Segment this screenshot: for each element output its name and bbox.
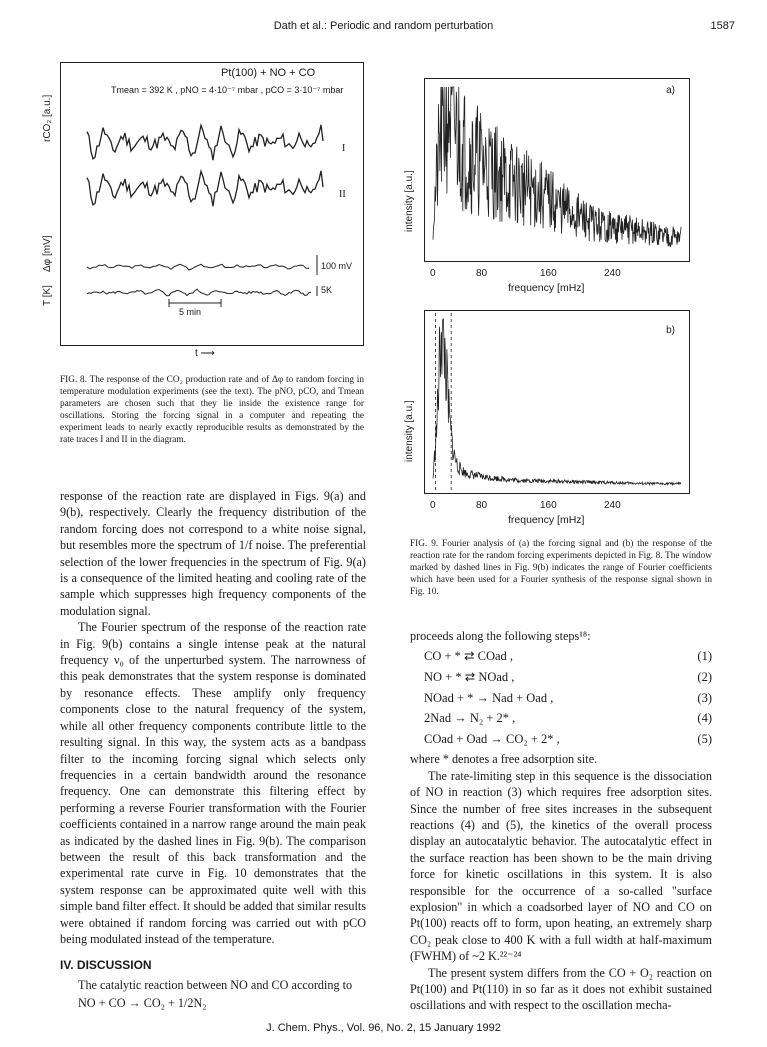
trace-label-I: I	[342, 143, 346, 154]
fig9a-xtick-1: 80	[476, 268, 488, 279]
fig9a-xtick-3: 240	[604, 268, 621, 279]
right-paragraph-2: The present system differs from the CO + O₂ reaction on Pt(100) and Pt(110) in so far as it does not exhibit sustained oscillations and with respect to the oscillation mecha-	[410, 965, 712, 1013]
fig9b-xtick-3: 240	[604, 500, 621, 511]
equation-5: COad + Oad → CO₂ + 2* , (5)	[424, 731, 712, 746]
fig9b-xlabel: frequency [mHz]	[508, 514, 585, 526]
fig9a-xtick-2: 160	[540, 268, 557, 279]
overall-reaction: NO + CO → CO₂ + 1/2N₂	[78, 996, 207, 1011]
figure-8	[60, 62, 364, 346]
fig9a-panel-label: a)	[666, 85, 675, 96]
fig9a-ylabel: intensity [a.u.]	[404, 170, 415, 232]
fig9-caption: FIG. 9. Fourier analysis of (a) the forcing signal and (b) the response of the reaction rate for the random forcing experiments depicted in Fig. 8. The window marked by dashed lines in Fig. 9(b) indicates the range of Fourier coefficients which have been used for a Fourier synthesis of the response signal shown in Fig. 10.	[410, 539, 712, 597]
fig9a-xlabel: frequency [mHz]	[508, 282, 585, 294]
scale-label-mV: 100 mV	[321, 261, 353, 271]
fig9b-xtick-0: 0	[430, 500, 436, 511]
trace-rate-I	[87, 125, 323, 160]
left-paragraph-3: The catalytic reaction between NO and CO according to	[78, 977, 353, 992]
section-heading: IV. DISCUSSION	[60, 958, 152, 973]
fig8-params: Tmean = 392 K , pNO = 4·10⁻⁷ mbar , pCO = 3·10⁻⁷ mbar	[111, 85, 344, 95]
fig9b-xtick-1: 80	[476, 500, 488, 511]
fig9a-frame	[424, 78, 690, 262]
page-header	[0, 20, 767, 36]
fig8-ylabel-T: T [K]	[42, 285, 53, 306]
trace-work-function	[87, 264, 309, 270]
equation-2: NO + * ⇄ NOad , (2)	[424, 670, 712, 684]
fig9b-plot	[425, 311, 689, 493]
scale-label-K: 5K	[321, 285, 333, 295]
trace-label-II: II	[339, 189, 346, 200]
fig8-ylabel-rate: rCO₂ [a.u.]	[42, 94, 53, 142]
fig9b-spectrum	[433, 319, 681, 485]
fig9b-xtick-2: 160	[540, 500, 557, 511]
left-paragraph-2: The Fourier spectrum of the response of the reaction rate in Fig. 9(b) contains a single intense peak at the natural frequency ν₀ of the unperturbed system. The narrowness of this peak demonstrates that the system response is dominated by resonance effects. These amplify only frequency components close to the natural frequency of the system, while all other frequency components contribute little to the resulting signal. In this way, the system acts as a bandpass filter to the incoming forcing signal which selects only frequencies in a certain bandwidth around the resonance frequency. One can demonstrate this filtering effect by performing a reverse Fourier transformation with the Fourier coefficients contained in a narrow range around the main peak as indicated by the dashed lines in Fig. 9(b). The comparison between the result of this back transformation and the experimental rate curve in Fig. 10 demonstrates that the system response can be approximated quite well with this simple band filter effect. It should be added that similar results were obtained if random forcing was carried out with pCO being modulated instead of the temperature.	[60, 620, 366, 946]
trace-rate-II	[87, 171, 323, 206]
equation-3: NOad + * → Nad + Oad , (3)	[424, 690, 712, 705]
right-column	[410, 628, 712, 1014]
fig8-traces	[61, 63, 363, 345]
right-after-equations: where * denotes a free adsorption site.	[410, 752, 598, 767]
trace-temperature	[87, 289, 311, 295]
fig8-ylabel-dphi: Δφ [mV]	[42, 235, 53, 272]
scale-label-time: 5 min	[179, 307, 202, 317]
right-paragraph-1: The rate-limiting step in this sequence is the dissociation of NO in reaction (3) which requires free adsorption sites. Since the number of free sites increases in the subsequent reactions (4) and (5), the kinetics of the overall process display an autocatalytic behavior. The autocatalytic effect in the surface reaction has been shown to be the main driving force for kinetic oscillations in this system. It is also responsible for the occurrence of a so-called "surface explosion" in which a coadsorbed layer of NO and CO on Pt(100) reacts off to form, upon heating, an extremely sharp CO₂ peak close to 400 K with a full width at half-maximum (FWHM) of ~2 K.²²⁻²⁴	[410, 768, 712, 964]
fig9b-panel-label: b)	[666, 325, 675, 336]
running-title: Dath et al.: Periodic and random perturbation	[273, 20, 494, 32]
fig9a-plot	[425, 79, 689, 261]
fig9b-frame	[424, 310, 690, 494]
fig8-title: Pt(100) + NO + CO	[221, 67, 316, 79]
fig9b-ylabel: intensity [a.u.]	[404, 400, 415, 462]
fig9a-xtick-0: 0	[430, 268, 436, 279]
equation-4: 2Nad → N₂ + 2* , (4)	[424, 711, 712, 726]
page-number: 1587	[710, 20, 735, 32]
fig9a-spectrum	[433, 87, 681, 247]
fig8-xlabel: t ⟶	[195, 348, 215, 359]
equation-1: CO + * ⇄ COad , (1)	[424, 649, 712, 664]
page-footer: J. Chem. Phys., Vol. 96, No. 2, 15 January 1992	[266, 1022, 501, 1034]
right-intro: proceeds along the following steps¹⁸:	[410, 629, 591, 643]
left-column	[60, 488, 366, 1012]
left-paragraph-1: response of the reaction rate are displayed in Figs. 9(a) and 9(b), respectively. Clearly the frequency distribution of the random forcing does not correspond to a white noise signal, but resembles more the spectrum of 1/f noise. The preferential selection of the lower frequencies in the spectrum of Fig. 9(a) is a consequence of the limited heating and cooling rate of the sample which suppresses high frequency components of the modulation signal.	[60, 489, 366, 618]
reaction-steps	[410, 648, 712, 751]
fig8-caption: FIG. 8. The response of the CO₂ production rate and of Δφ to random forcing in temperature modulation experiments (see the text). The pNO, pCO, and Tmean parameters are chosen such that they lie inside the existence range for oscillations. Storing the forcing signal in a computer and repeating the experiment leads to nearly exactly reproducible results as demonstrated by the rate traces I and II in the diagram.	[60, 375, 364, 445]
